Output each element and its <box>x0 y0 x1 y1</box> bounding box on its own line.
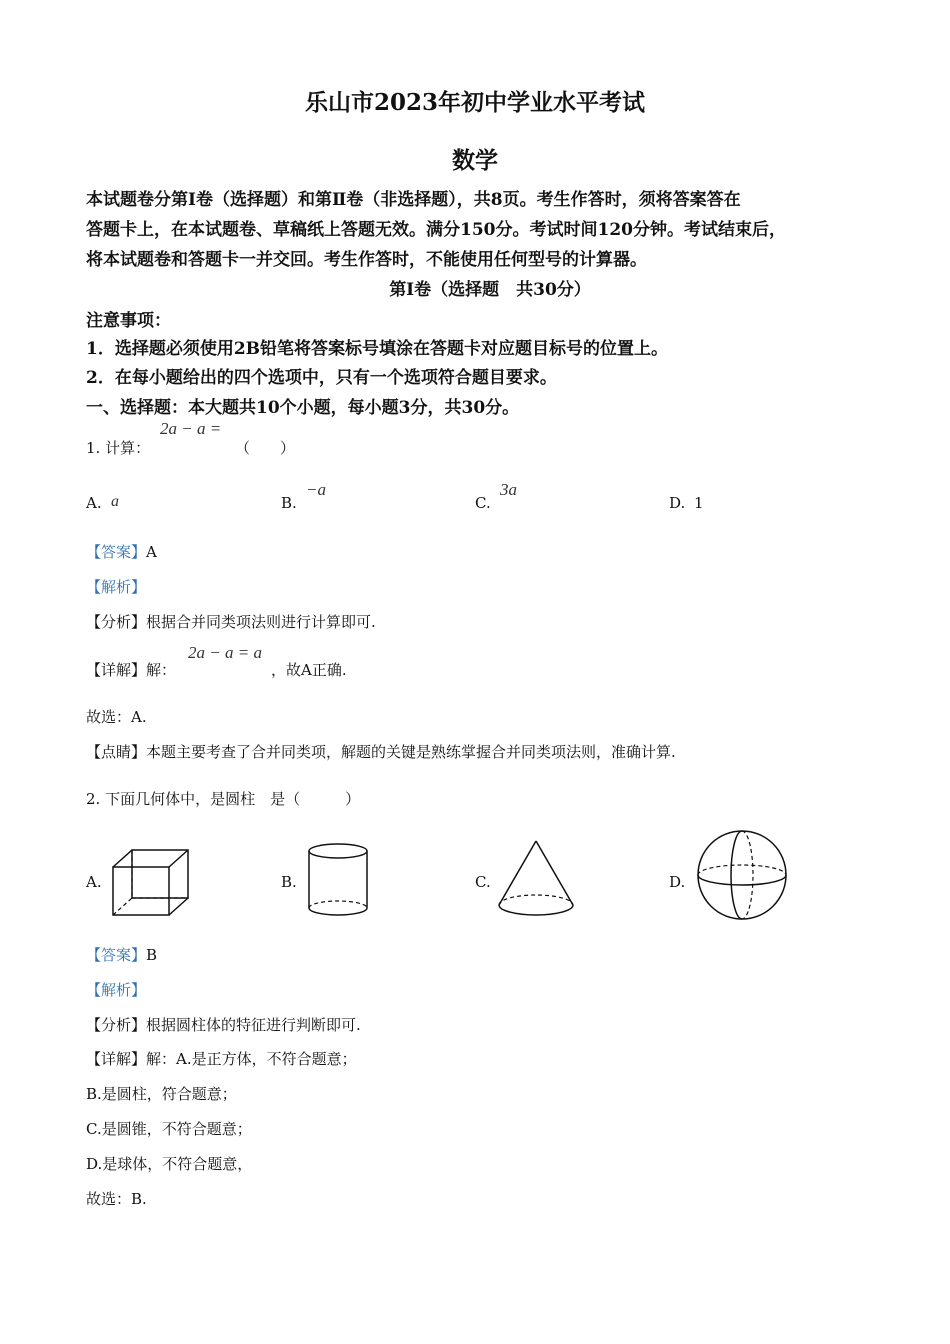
notes-title: 注意事项： <box>86 311 171 331</box>
q2-option-a-label: A. <box>86 873 102 891</box>
q2-fenxi <box>86 1014 361 1035</box>
cube-figure <box>108 845 192 920</box>
q2-option-c-label: C. <box>475 873 491 891</box>
exam-title: 乐山市2023年初中学业水平考试 <box>304 89 645 116</box>
q2-answer-value: B <box>146 946 158 964</box>
q1-choose: 故选：A. <box>86 708 147 726</box>
note-1: 1．选择题必须使用2B铅笔将答案标号填涂在答题卡对应题目标号的位置上。 <box>86 339 669 359</box>
q1-comment-text: 本题主要考查了合并同类项，解题的关键是熟练掌握合并同类项法则，准确计算. <box>146 743 676 761</box>
q2-line-c: C.是圆锥，不符合题意； <box>86 1120 252 1138</box>
q2-option-b-label: B. <box>281 873 297 891</box>
cone-figure <box>494 838 578 920</box>
q1-answer-tag: 【答案】 <box>86 543 147 561</box>
q1-prefix: 1. 计算： <box>86 439 151 457</box>
q1-option-a-value: a <box>111 493 119 510</box>
intro-line-2: 答题卡上，在本试题卷、草稿纸上答题无效。满分150分。考试时间120分钟。考试结束后， <box>86 220 786 240</box>
subject-title: 数学 <box>452 147 498 174</box>
q1-detail-expression: 2a − a = a <box>188 643 262 662</box>
q1-option-c-value: 3a <box>500 480 517 499</box>
intro-line-1: 本试题卷分第Ⅰ卷（选择题）和第Ⅱ卷（非选择题），共8页。考生作答时，须将答案答在 <box>86 190 741 210</box>
q2-choose: 故选：B. <box>86 1190 147 1208</box>
q1-answer <box>86 541 157 562</box>
q2-detail <box>86 1048 357 1069</box>
intro-line-3: 将本试题卷和答题卡一并交回。考生作答时，不能使用任何型号的计算器。 <box>86 250 647 270</box>
q2-analysis-tag: 【解析】 <box>86 981 147 999</box>
q1-fenxi <box>86 611 376 632</box>
q2-stem: 2. 下面几何体中，是圆柱 是（ ） <box>86 790 361 808</box>
q1-option-a-label: A. <box>86 494 102 512</box>
q1-blank: （ ） <box>235 439 296 457</box>
q1-analysis-tag: 【解析】 <box>86 578 147 596</box>
q2-fenxi-tag: 【分析】 <box>86 1016 147 1034</box>
cylinder-figure <box>305 840 371 920</box>
part1-heading: 第Ⅰ卷（选择题 共30分） <box>389 280 591 300</box>
sphere-figure <box>694 828 790 922</box>
q1-comment-tag: 【点睛】 <box>86 743 147 761</box>
q1-option-b-value: −a <box>306 480 326 499</box>
q1-detail-suffix: ，故A正确. <box>271 661 347 679</box>
note-2: 2．在每小题给出的四个选项中，只有一个选项符合题目要求。 <box>86 368 557 388</box>
q1-answer-value: A <box>146 543 157 561</box>
q1-fenxi-text: 根据合并同类项法则进行计算即可. <box>146 613 376 631</box>
q2-line-d: D.是球体，不符合题意， <box>86 1155 253 1173</box>
q1-option-b-label: B. <box>281 494 297 512</box>
q2-option-d-label: D. <box>669 873 686 891</box>
q2-answer <box>86 944 157 965</box>
q2-line-b: B.是圆柱，符合题意； <box>86 1085 237 1103</box>
q1-comment <box>86 741 676 762</box>
q1-option-d-value: 1 <box>694 494 704 512</box>
q2-detail-text: 解：A.是正方体，不符合题意； <box>146 1050 357 1068</box>
section-heading: 一、选择题：本大题共10个小题，每小题3分，共30分。 <box>86 398 520 418</box>
q1-detail-prefix: 解： <box>146 661 177 679</box>
q1-expression: 2a − a = <box>160 419 222 438</box>
q2-fenxi-text: 根据圆柱体的特征进行判断即可. <box>146 1016 361 1034</box>
q1-option-c-label: C. <box>475 494 491 512</box>
q1-fenxi-tag: 【分析】 <box>86 613 147 631</box>
q1-detail-tag: 【详解】 <box>86 661 147 679</box>
q2-detail-tag: 【详解】 <box>86 1050 147 1068</box>
q1-option-d-label: D. <box>669 494 686 512</box>
q1-detail <box>86 659 176 680</box>
q2-answer-tag: 【答案】 <box>86 946 147 964</box>
